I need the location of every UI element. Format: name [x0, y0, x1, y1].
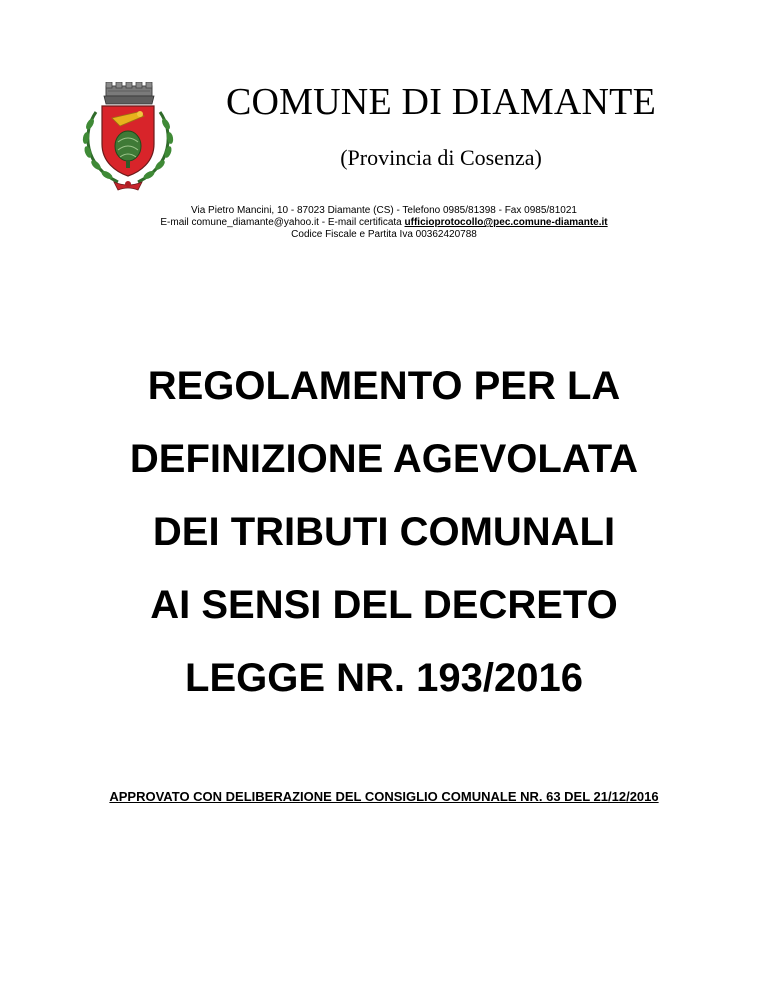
province-name: (Provincia di Cosenza)	[340, 145, 542, 170]
title-line: DEFINIZIONE AGEVOLATA	[129, 437, 639, 481]
title-line: DEI TRIBUTI COMUNALI	[152, 510, 616, 554]
coat-of-arms-icon	[74, 82, 182, 194]
title-line: REGOLAMENTO PER LA	[147, 364, 621, 408]
regulation-title	[40, 350, 728, 715]
title-line: AI SENSI DEL DECRETO	[150, 583, 618, 627]
email-text: E-mail comune_diamante@yahoo.it - E-mail certificata	[160, 217, 405, 228]
address-line: Via Pietro Mancini, 10 - 87023 Diamante (CS) - Telefono 0985/81398 - Fax 0985/81021	[191, 205, 577, 216]
pec-email-link[interactable]: ufficioprotocollo@pec.comune-diamante.it	[404, 217, 608, 228]
email-line	[100, 217, 668, 229]
title-line: LEGGE NR. 193/2016	[185, 656, 583, 700]
fiscal-code-line: Codice Fiscale e Partita Iva 00362420788	[291, 229, 477, 240]
approval-note: APPROVATO CON DELIBERAZIONE DEL CONSIGLIO COMUNALE NR. 63 DEL 21/12/2016	[109, 789, 659, 804]
contact-block	[100, 205, 668, 241]
municipality-name: COMUNE DI DIAMANTE	[225, 81, 656, 123]
